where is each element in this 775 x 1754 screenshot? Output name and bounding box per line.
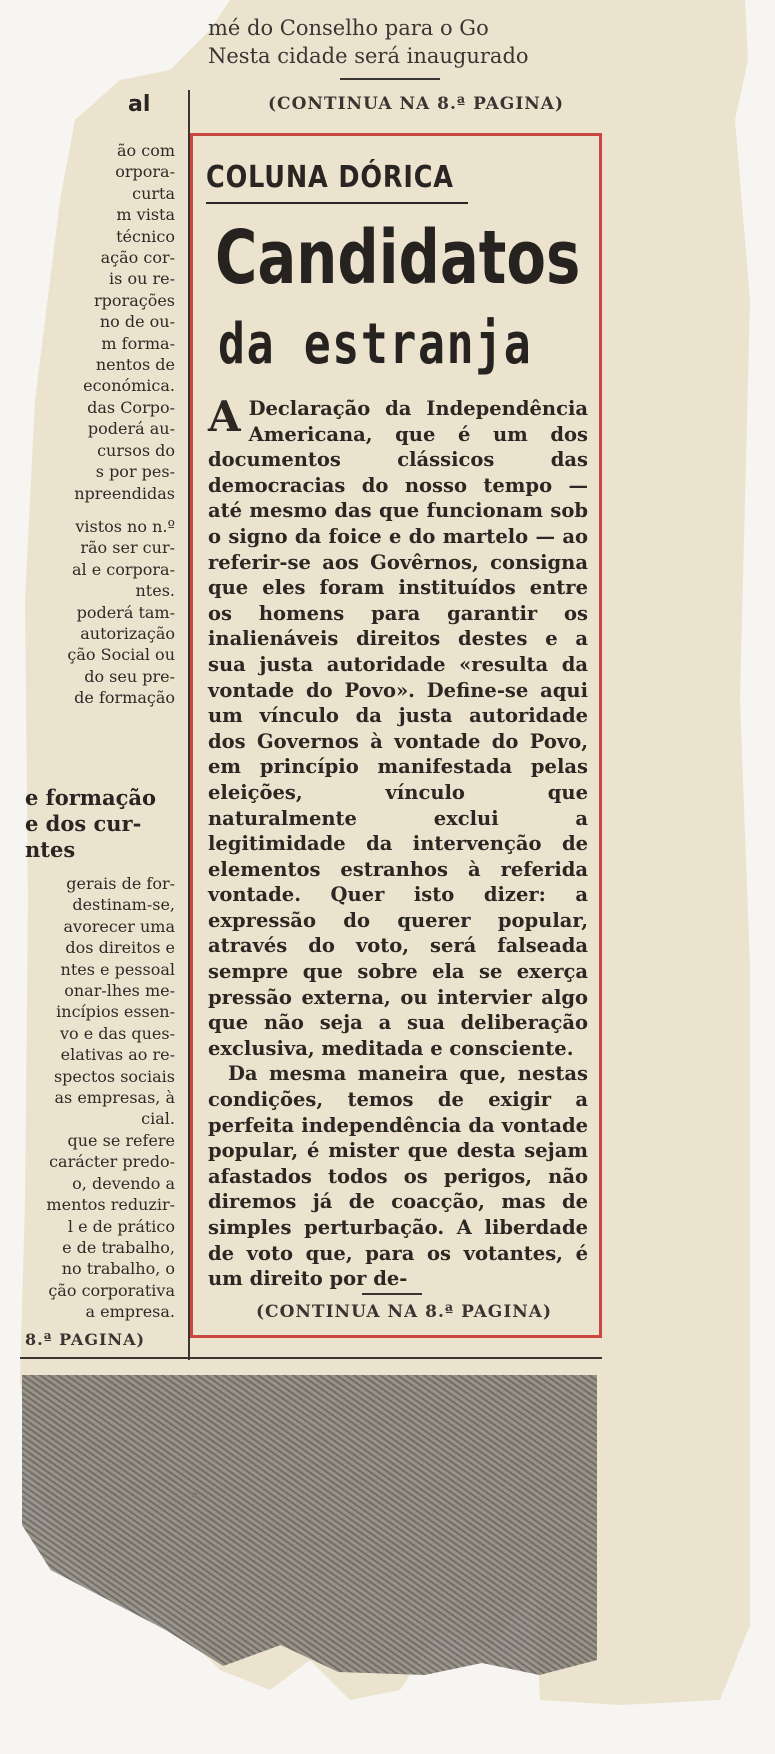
left-column-line: do seu pre-: [84, 666, 175, 686]
top-fragment-line-2: Nesta cidade será inaugurado: [208, 44, 529, 68]
left-column-line: s por pes-: [95, 462, 175, 482]
top-continuation: (CONTINUA NA 8.ª PAGINA): [268, 94, 565, 114]
left-column-line: poderá tam-: [76, 602, 175, 622]
article-subhead: da estranja: [218, 312, 533, 377]
left-column-line: ção corporativa: [48, 1280, 175, 1300]
left-column-line: rporações: [94, 290, 175, 310]
left-column-line: ntes e pessoal: [60, 959, 175, 979]
left-column-line: no trabalho, o: [61, 1259, 175, 1279]
left-column-line: destinam-se,: [72, 895, 175, 915]
left-column-line: orpora-: [115, 162, 175, 182]
left-subhead-line-2: e dos cur-: [25, 811, 142, 836]
left-continuation: 8.ª PAGINA): [25, 1330, 146, 1349]
spacer: [25, 504, 175, 516]
left-column-line: económica.: [83, 376, 175, 396]
top-fragment-text: [208, 14, 608, 70]
left-column-line: al e corpora-: [71, 559, 175, 579]
left-column-line: incípios essen-: [56, 1002, 175, 1022]
left-column-line: poderá au-: [87, 419, 175, 439]
kicker-underline: [206, 202, 468, 204]
drop-cap: A: [208, 392, 241, 441]
left-column-line: cial.: [141, 1109, 175, 1129]
left-column-line: ação cor-: [100, 248, 175, 268]
left-column-subhead: [25, 785, 156, 863]
left-column-line: técnico: [116, 226, 175, 246]
article-headline: Candidatos: [215, 215, 581, 301]
left-column-line: vo e das ques-: [59, 1023, 175, 1043]
paragraph-2: Da mesma maneira que, nestas condições, temos de exigir a perfeita independência da vontade popular, é mister que desta sejam afastados todos os perigos, não diremos já de coacção, mas de simples perturbação. A liberdade de voto que, para os votantes, é um direito por de-: [208, 1062, 588, 1291]
section-rule: [20, 1357, 602, 1359]
left-column-line: l e de prático: [67, 1216, 175, 1236]
left-column-line: de formação: [74, 688, 175, 708]
left-column-line: spectos sociais: [53, 1066, 175, 1086]
left-column-line: ão com: [116, 141, 175, 160]
article-body: [208, 392, 588, 1292]
left-column-line: cursos do: [97, 440, 175, 460]
article-continuation: (CONTINUA NA 8.ª PAGINA): [256, 1302, 553, 1322]
left-column-line: das Corpo-: [87, 397, 175, 417]
left-column-line: mentos reduzir-: [46, 1195, 175, 1215]
left-column-line: nentos de: [95, 355, 175, 375]
left-column-line: que se refere: [67, 1130, 175, 1150]
left-column-block-c: [25, 873, 175, 1323]
left-column-line: autorização: [80, 623, 175, 643]
left-column-line: e de trabalho,: [62, 1237, 175, 1257]
left-column-line: a empresa.: [85, 1302, 175, 1322]
left-column-line: o, devendo a: [72, 1173, 175, 1193]
left-column-line: elativas ao re-: [60, 1045, 175, 1065]
top-divider: [340, 78, 440, 80]
paragraph-1-text: Declaração da Independência Americana, que é um dos documentos clássicos das democracias do nosso tempo — até mesmo das que funcionam sob o signo da foice e do martelo — ao referir-se aos Govêrnos, consigna que eles foram instituídos entre os homens para garantir os inalienáveis direitos destes e a sua justa autoridade «resulta da vontade do Povo». Define-se aqui um vínculo da justa autoridade dos Governos à vontade do Povo, em princípio manifestada pelas eleições, vínculo que naturalmente exclui a legitimidade da intervenção de elementos estranhos à referida vontade. Quer isto dizer: a expressão do querer popular, através do voto, será falseada sempre que sobre ela se exerça pressão externa, ou intervier algo que não seja a sua deliberação exclusiva, meditada e consciente.: [208, 397, 588, 1060]
left-column-line: avorecer uma: [63, 916, 175, 936]
left-column-line: gerais de for-: [66, 874, 175, 893]
left-column-line: is ou re-: [109, 269, 175, 289]
left-column-line: as empresas, à: [54, 1088, 175, 1108]
halftone-photo: [22, 1375, 597, 1675]
bottom-divider: [362, 1293, 422, 1295]
top-fragment-line-1: mé do Conselho para o Go: [208, 16, 489, 40]
left-subhead-line-3: ntes: [25, 837, 76, 862]
left-column-line: m forma-: [101, 333, 175, 353]
left-column-line: ntes.: [135, 581, 175, 601]
left-column-line: m vista: [116, 205, 175, 225]
left-column-line: curta: [132, 183, 175, 203]
paragraph-1: [208, 392, 588, 1061]
column-kicker: COLUNA DÓRICA: [206, 160, 454, 195]
left-column-line: no de ou-: [99, 312, 175, 332]
left-top-fragment: al: [128, 92, 151, 117]
left-column-block-a: [25, 140, 175, 709]
left-column-line: dos direitos e: [65, 938, 175, 958]
left-column-line: ção Social ou: [67, 645, 175, 665]
left-column-line: rão ser cur-: [80, 538, 175, 558]
left-column-line: npreendidas: [74, 483, 175, 503]
left-column-line: onar-lhes me-: [64, 981, 175, 1001]
left-column-line: carácter predo-: [49, 1152, 175, 1172]
left-subhead-line-1: e formação: [25, 785, 157, 810]
left-column-line: vistos no n.º: [75, 516, 175, 536]
